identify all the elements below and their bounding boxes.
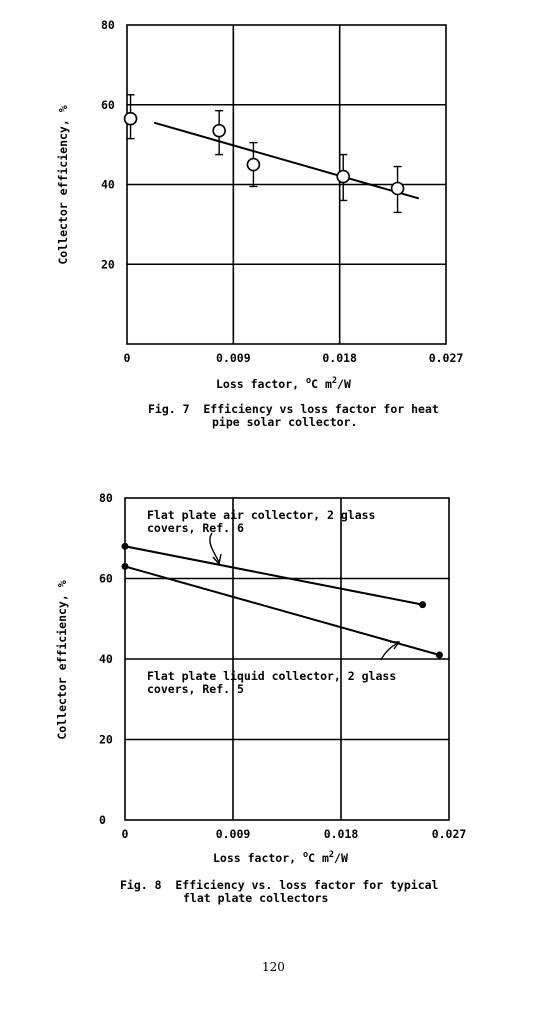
data-point: [213, 125, 225, 137]
figure-7-caption-line1: Fig. 7 Efficiency vs loss factor for heat: [148, 402, 439, 416]
data-point: [125, 113, 137, 125]
x-tick-label: 0: [121, 827, 129, 841]
x-tick-label: 0: [123, 351, 131, 365]
chart-marks: [122, 543, 443, 659]
y-tick-label: 0: [99, 813, 106, 827]
chart-marks: [125, 95, 419, 213]
data-point: [419, 601, 426, 608]
series-label-air-line2: covers, Ref. 6: [147, 521, 244, 535]
x-tick-label: 0.027: [431, 827, 467, 841]
tick-labels: [101, 18, 463, 365]
series-label-air-line1: Flat plate air collector, 2 glass: [147, 508, 376, 522]
tick-labels: [99, 491, 466, 841]
y-tick-label: 20: [101, 257, 115, 272]
y-tick-label: 80: [99, 491, 113, 505]
regression-line: [154, 123, 419, 199]
y-tick-label: 60: [99, 571, 113, 586]
figure-8-chart: [0, 470, 535, 870]
y-tick-label: 80: [101, 18, 115, 32]
y-tick-label: 60: [101, 97, 115, 112]
data-point: [392, 182, 404, 194]
y-axis-label: Collector efficiency, %: [56, 105, 70, 265]
figure-7-chart: [0, 0, 535, 440]
y-tick-label: 40: [99, 652, 113, 666]
figure-8-caption-line1: Fig. 8 Efficiency vs. loss factor for typical: [120, 878, 439, 892]
x-tick-label: 0.018: [322, 351, 357, 365]
x-axis-label: Loss factor, $^o$C $m^2/W$: [216, 376, 351, 391]
data-point: [247, 159, 259, 171]
x-axis-label: Loss factor, $^o$C $m^2/W$: [213, 850, 348, 865]
data-point: [436, 651, 443, 658]
page-number: 120: [262, 960, 285, 974]
series-line-air-collector: [125, 546, 423, 604]
series-label-liquid-line1: Flat plate liquid collector, 2 glass: [147, 669, 397, 683]
x-tick-label: 0.009: [215, 827, 251, 841]
y-tick-label: 40: [101, 177, 115, 192]
data-point: [337, 171, 349, 183]
data-point: [122, 543, 129, 550]
x-tick-label: 0.018: [323, 827, 359, 841]
figure-8-caption-line2: flat plate collectors: [183, 891, 329, 905]
y-axis-label: Collector efficiency, %: [55, 580, 69, 740]
x-tick-label: 0.027: [428, 351, 464, 365]
figure-7-caption-line2: pipe solar collector.: [212, 415, 358, 429]
x-tick-label: 0.009: [216, 351, 251, 365]
series-label-liquid-line2: covers, Ref. 5: [147, 682, 244, 696]
data-point: [122, 563, 129, 570]
y-tick-label: 20: [99, 732, 113, 747]
annotation-arrow-liquid: [381, 643, 398, 660]
chart-grid: [125, 498, 449, 820]
